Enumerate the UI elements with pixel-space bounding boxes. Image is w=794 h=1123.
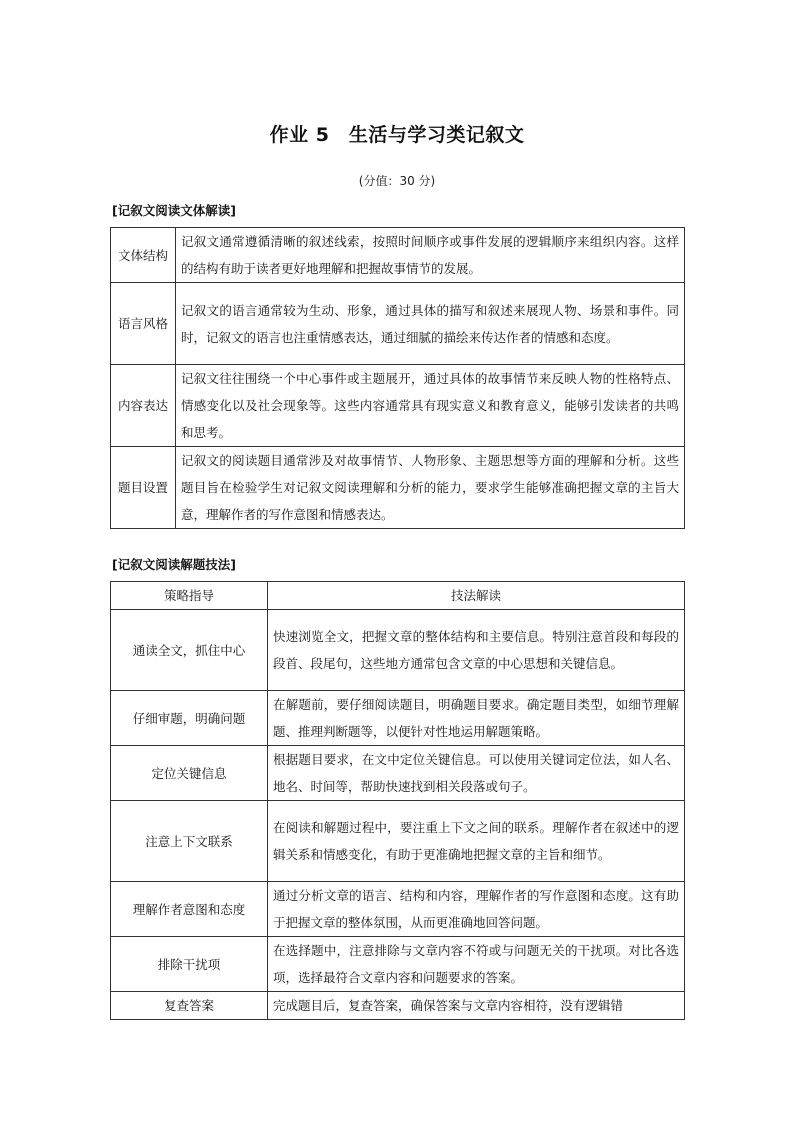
- table-header-row: [111, 582, 685, 610]
- table-row: [111, 365, 685, 447]
- strategy-cell: 注意上下文联系: [111, 801, 268, 882]
- strategy-cell: 理解作者意图和态度: [111, 882, 268, 937]
- detail-cell: 在阅读和解题过程中，要注重上下文之间的联系。理解作者在叙述中的逻辑关系和情感变化，有助于更准确地把握文章的主旨和细节。: [268, 801, 685, 882]
- table-row: [111, 746, 685, 801]
- table-row: [111, 691, 685, 746]
- table-row: [111, 992, 685, 1020]
- column-header-strategy: 策略指导: [111, 582, 268, 610]
- genre-row-label: 文体结构: [111, 228, 176, 283]
- strategy-cell: 定位关键信息: [111, 746, 268, 801]
- table-row: [111, 937, 685, 992]
- genre-row-content: 记叙文往往围绕一个中心事件或主题展开，通过具体的故事情节来反映人物的性格特点、情感变化以及社会现象等。这些内容通常具有现实意义和教育意义，能够引发读者的共鸣和思考。: [176, 365, 685, 447]
- detail-cell: 通过分析文章的语言、结构和内容，理解作者的写作意图和态度。这有助于把握文章的整体氛围，从而更准确地回答问题。: [268, 882, 685, 937]
- genre-row-label: 内容表达: [111, 365, 176, 447]
- genre-row-content: 记叙文的阅读题目通常涉及对故事情节、人物形象、主题思想等方面的理解和分析。这些题目旨在检验学生对记叙文阅读理解和分析的能力，要求学生能够准确把握文章的主旨大意，理解作者的写作意图和情感表达。: [176, 447, 685, 529]
- page-title: 作业 5 生活与学习类记叙文: [269, 124, 525, 146]
- table-row: [111, 283, 685, 365]
- section-genre-label: [记叙文阅读文体解读]: [112, 203, 236, 218]
- score-note: (分值：30 分): [358, 174, 436, 188]
- strategy-cell: 仔细审题，明确问题: [111, 691, 268, 746]
- column-header-detail: 技法解读: [268, 582, 685, 610]
- strategy-cell: 复查答案: [111, 992, 268, 1020]
- strategy-cell: 排除干扰项: [111, 937, 268, 992]
- genre-row-content: 记叙文的语言通常较为生动、形象，通过具体的描写和叙述来展现人物、场景和事件。同时，记叙文的语言也注重情感表达，通过细腻的描绘来传达作者的情感和态度。: [176, 283, 685, 365]
- detail-cell: 在解题前，要仔细阅读题目，明确题目要求。确定题目类型，如细节理解题、推理判断题等，以便针对性地运用解题策略。: [268, 691, 685, 746]
- strategy-cell: 通读全文，抓住中心: [111, 610, 268, 691]
- table-row: [111, 228, 685, 283]
- genre-row-label: 语言风格: [111, 283, 176, 365]
- genre-row-content: 记叙文通常遵循清晰的叙述线索，按照时间顺序或事件发展的逻辑顺序来组织内容。这样的结构有助于读者更好地理解和把握故事情节的发展。: [176, 228, 685, 283]
- table-row: [111, 882, 685, 937]
- detail-cell: 在选择题中，注意排除与文章内容不符或与问题无关的干扰项。对比各选项，选择最符合文章内容和问题要求的答案。: [268, 937, 685, 992]
- technique-table: [110, 581, 685, 1020]
- section-technique-label: [记叙文阅读解题技法]: [112, 557, 236, 572]
- detail-cell: 完成题目后，复查答案，确保答案与文章内容相符，没有逻辑错: [268, 992, 685, 1020]
- detail-cell: 快速浏览全文，把握文章的整体结构和主要信息。特别注意首段和每段的段首、段尾句，这些地方通常包含文章的中心思想和关键信息。: [268, 610, 685, 691]
- table-row: [111, 801, 685, 882]
- table-row: [111, 447, 685, 529]
- genre-table: [110, 227, 685, 529]
- genre-row-label: 题目设置: [111, 447, 176, 529]
- table-row: [111, 610, 685, 691]
- detail-cell: 根据题目要求，在文中定位关键信息。可以使用关键词定位法，如人名、地名、时间等，帮助快速找到相关段落或句子。: [268, 746, 685, 801]
